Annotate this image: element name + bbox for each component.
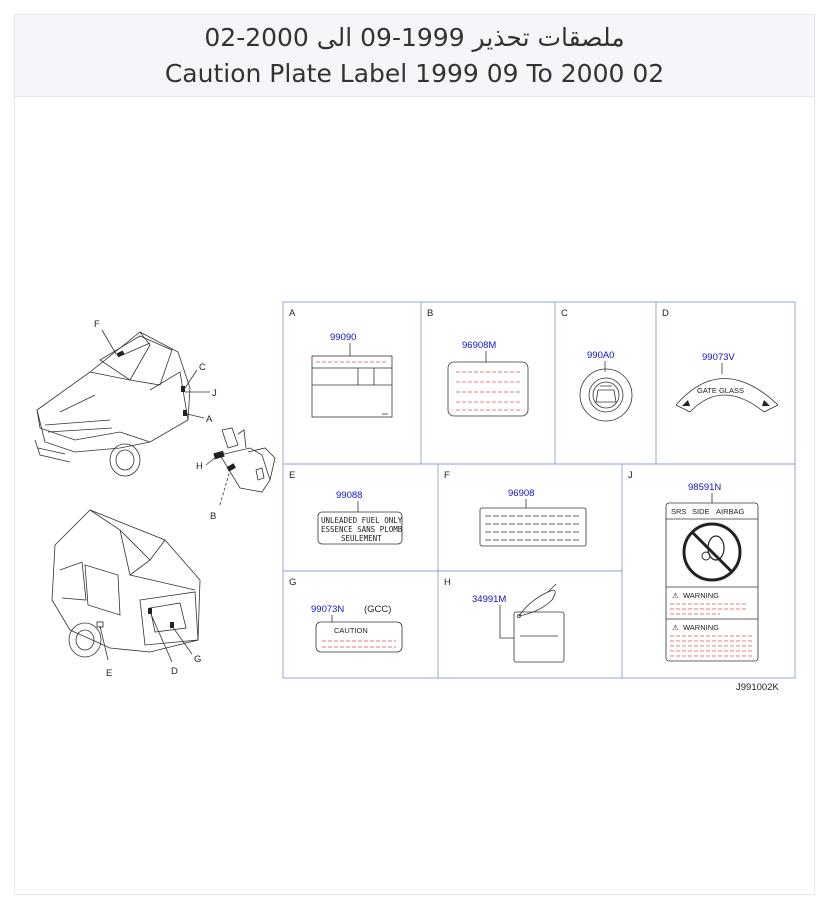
callout-J: J — [212, 388, 217, 399]
callout-A: A — [206, 414, 213, 425]
callout-E: E — [106, 668, 113, 679]
part-number-96908M: 96908M — [462, 340, 497, 351]
callout-C: C — [199, 362, 206, 373]
callout-D: D — [171, 666, 178, 677]
panel-G — [289, 577, 402, 652]
panel-J-letter: J — [628, 470, 633, 481]
page-title-english: Caution Plate Label 1999 09 To 2000 02 — [164, 59, 665, 88]
side-text: SIDE — [692, 507, 710, 516]
panel-H — [444, 577, 564, 662]
caution-text: CAUTION — [334, 626, 368, 635]
rear-vehicle-illustration — [52, 510, 200, 657]
panel-G-letter: G — [289, 577, 297, 588]
part-number-99073N: 99073N — [311, 604, 345, 615]
panel-A — [289, 308, 392, 417]
panel-E — [289, 470, 403, 544]
figure-code: J991002K — [736, 682, 779, 693]
gate-glass-arc-text: GATE GLASS — [697, 386, 744, 395]
warning-text-1: WARNING — [683, 591, 719, 600]
warning-text-2: WARNING — [683, 623, 719, 632]
panel-F — [444, 470, 586, 546]
part-number-99090: 99090 — [330, 332, 357, 343]
console-illustration — [213, 428, 275, 492]
fuel-label-line-1: UNLEADED FUEL ONLY — [321, 516, 403, 525]
warning-icon: ⚠ — [672, 623, 679, 632]
panel-C-letter: C — [561, 308, 568, 319]
panel-H-letter: H — [444, 577, 451, 588]
callout-B: B — [210, 511, 217, 522]
panel-D-letter: D — [662, 308, 669, 319]
front-vehicle-illustration — [35, 332, 190, 476]
part-number-98591N: 98591N — [688, 482, 722, 493]
fuel-label-line-2: ESSENCE SANS PLOMB — [321, 525, 403, 534]
page-title-arabic: ملصقات تحذير 1999-09 الى 2000-02 — [204, 23, 625, 52]
warning-icon: ⚠ — [672, 591, 679, 600]
panel-D — [662, 308, 778, 412]
callout-F: F — [94, 319, 100, 330]
part-number-990A0: 990A0 — [587, 350, 615, 361]
callout-H: H — [196, 461, 203, 472]
airbag-text: AIRBAG — [716, 507, 745, 516]
panel-F-letter: F — [444, 470, 450, 481]
part-number-96908: 96908 — [508, 488, 535, 499]
gcc-note: (GCC) — [364, 604, 392, 615]
panel-A-letter: A — [289, 308, 296, 319]
panel-B — [427, 308, 528, 416]
panel-C — [561, 308, 632, 421]
panel-B-letter: B — [427, 308, 434, 319]
part-number-99073V: 99073V — [702, 352, 735, 363]
part-number-34991M: 34991M — [472, 594, 507, 605]
panel-J — [628, 470, 758, 661]
panel-E-letter: E — [289, 470, 296, 481]
part-number-99088: 99088 — [336, 490, 363, 501]
srs-text: SRS — [671, 507, 687, 516]
callout-G: G — [194, 654, 202, 665]
fuel-label-line-3: SEULEMENT — [341, 534, 382, 543]
